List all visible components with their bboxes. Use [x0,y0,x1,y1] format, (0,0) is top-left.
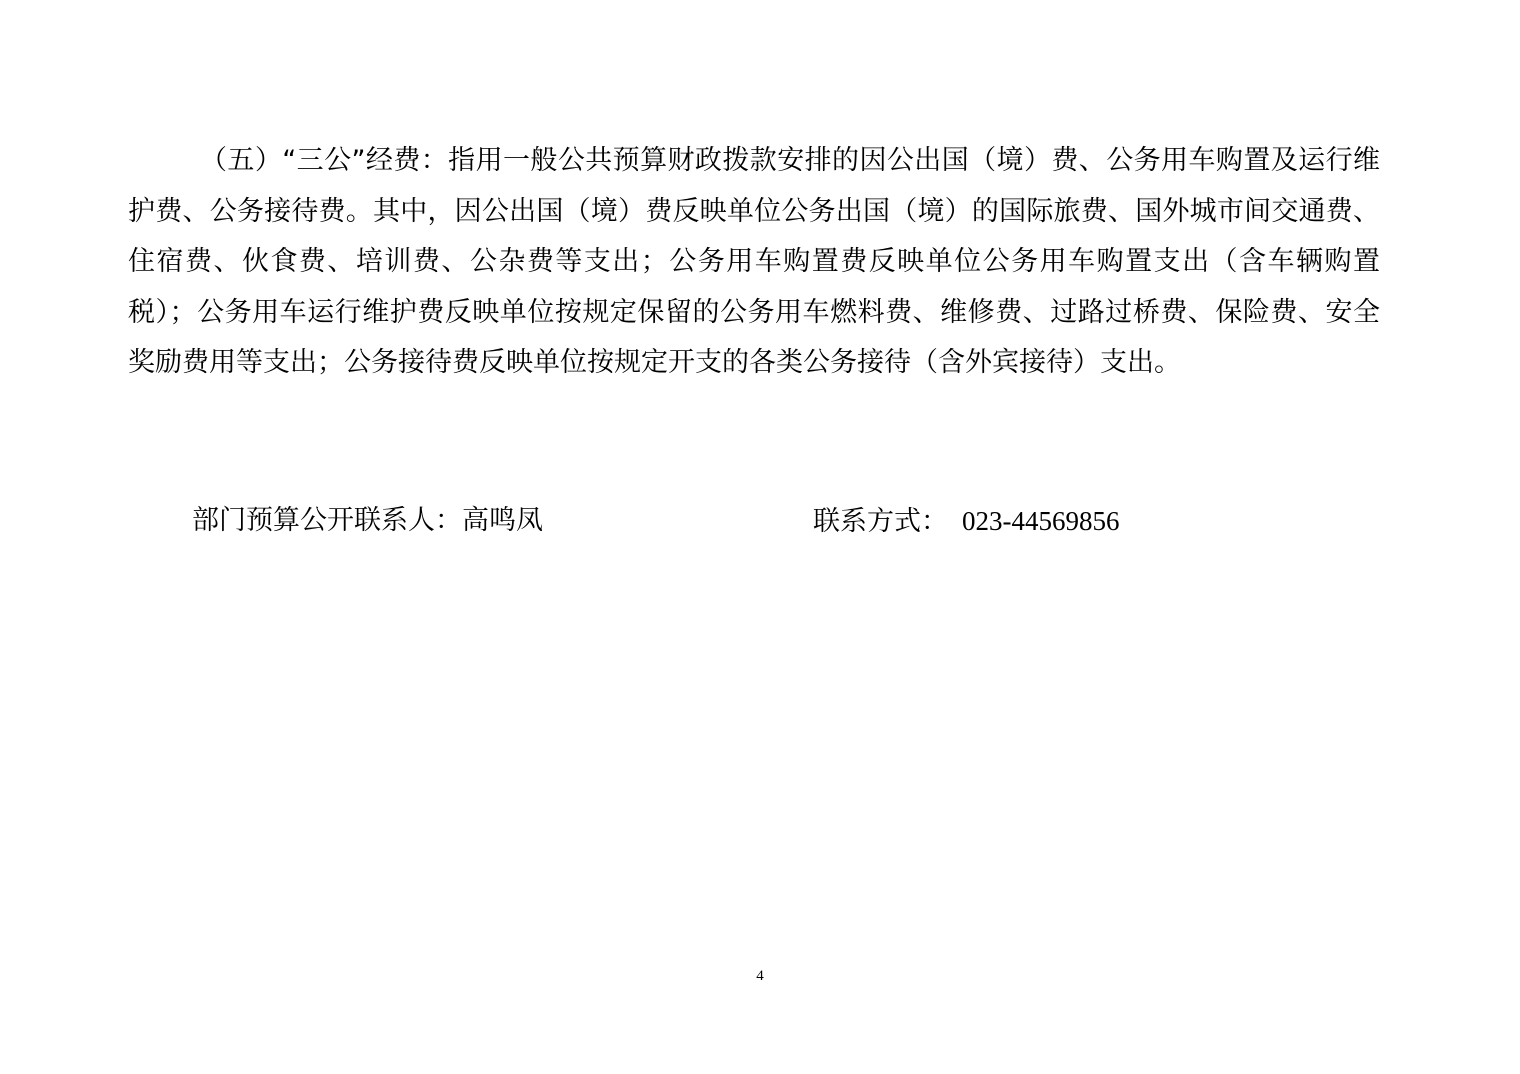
contact-method [813,496,1120,547]
contact-person [192,496,543,546]
contact-row [0,496,1520,546]
contact-person-label: 部门预算公开联系人： [192,505,462,536]
contact-person-name: 高鸣凤 [462,505,543,536]
three-public-expenses-paragraph: （五）“三公”经费：指用一般公共预算财政拨款安排的因公出国（境）费、公务用车购置及运行维护费、公务接待费。其中，因公出国（境）费反映单位公务出国（境）的国际旅费、国外城市间交通费、住宿费、伙食费、培训费、公杂费等支出；公务用车购置费反映单位公务用车购置支出（含车辆购置税）；公务用车运行维护费反映单位按规定保留的公务用车燃料费、维修费、过路过桥费、保险费、安全奖励费用等支出；公务接待费反映单位按规定开支的各类公务接待（含外宾接待）支出。 [128,145,1380,378]
contact-method-label: 联系方式： [813,506,948,537]
contact-phone-number: 023-44569856 [962,506,1120,536]
page-number: 4 [756,968,764,984]
